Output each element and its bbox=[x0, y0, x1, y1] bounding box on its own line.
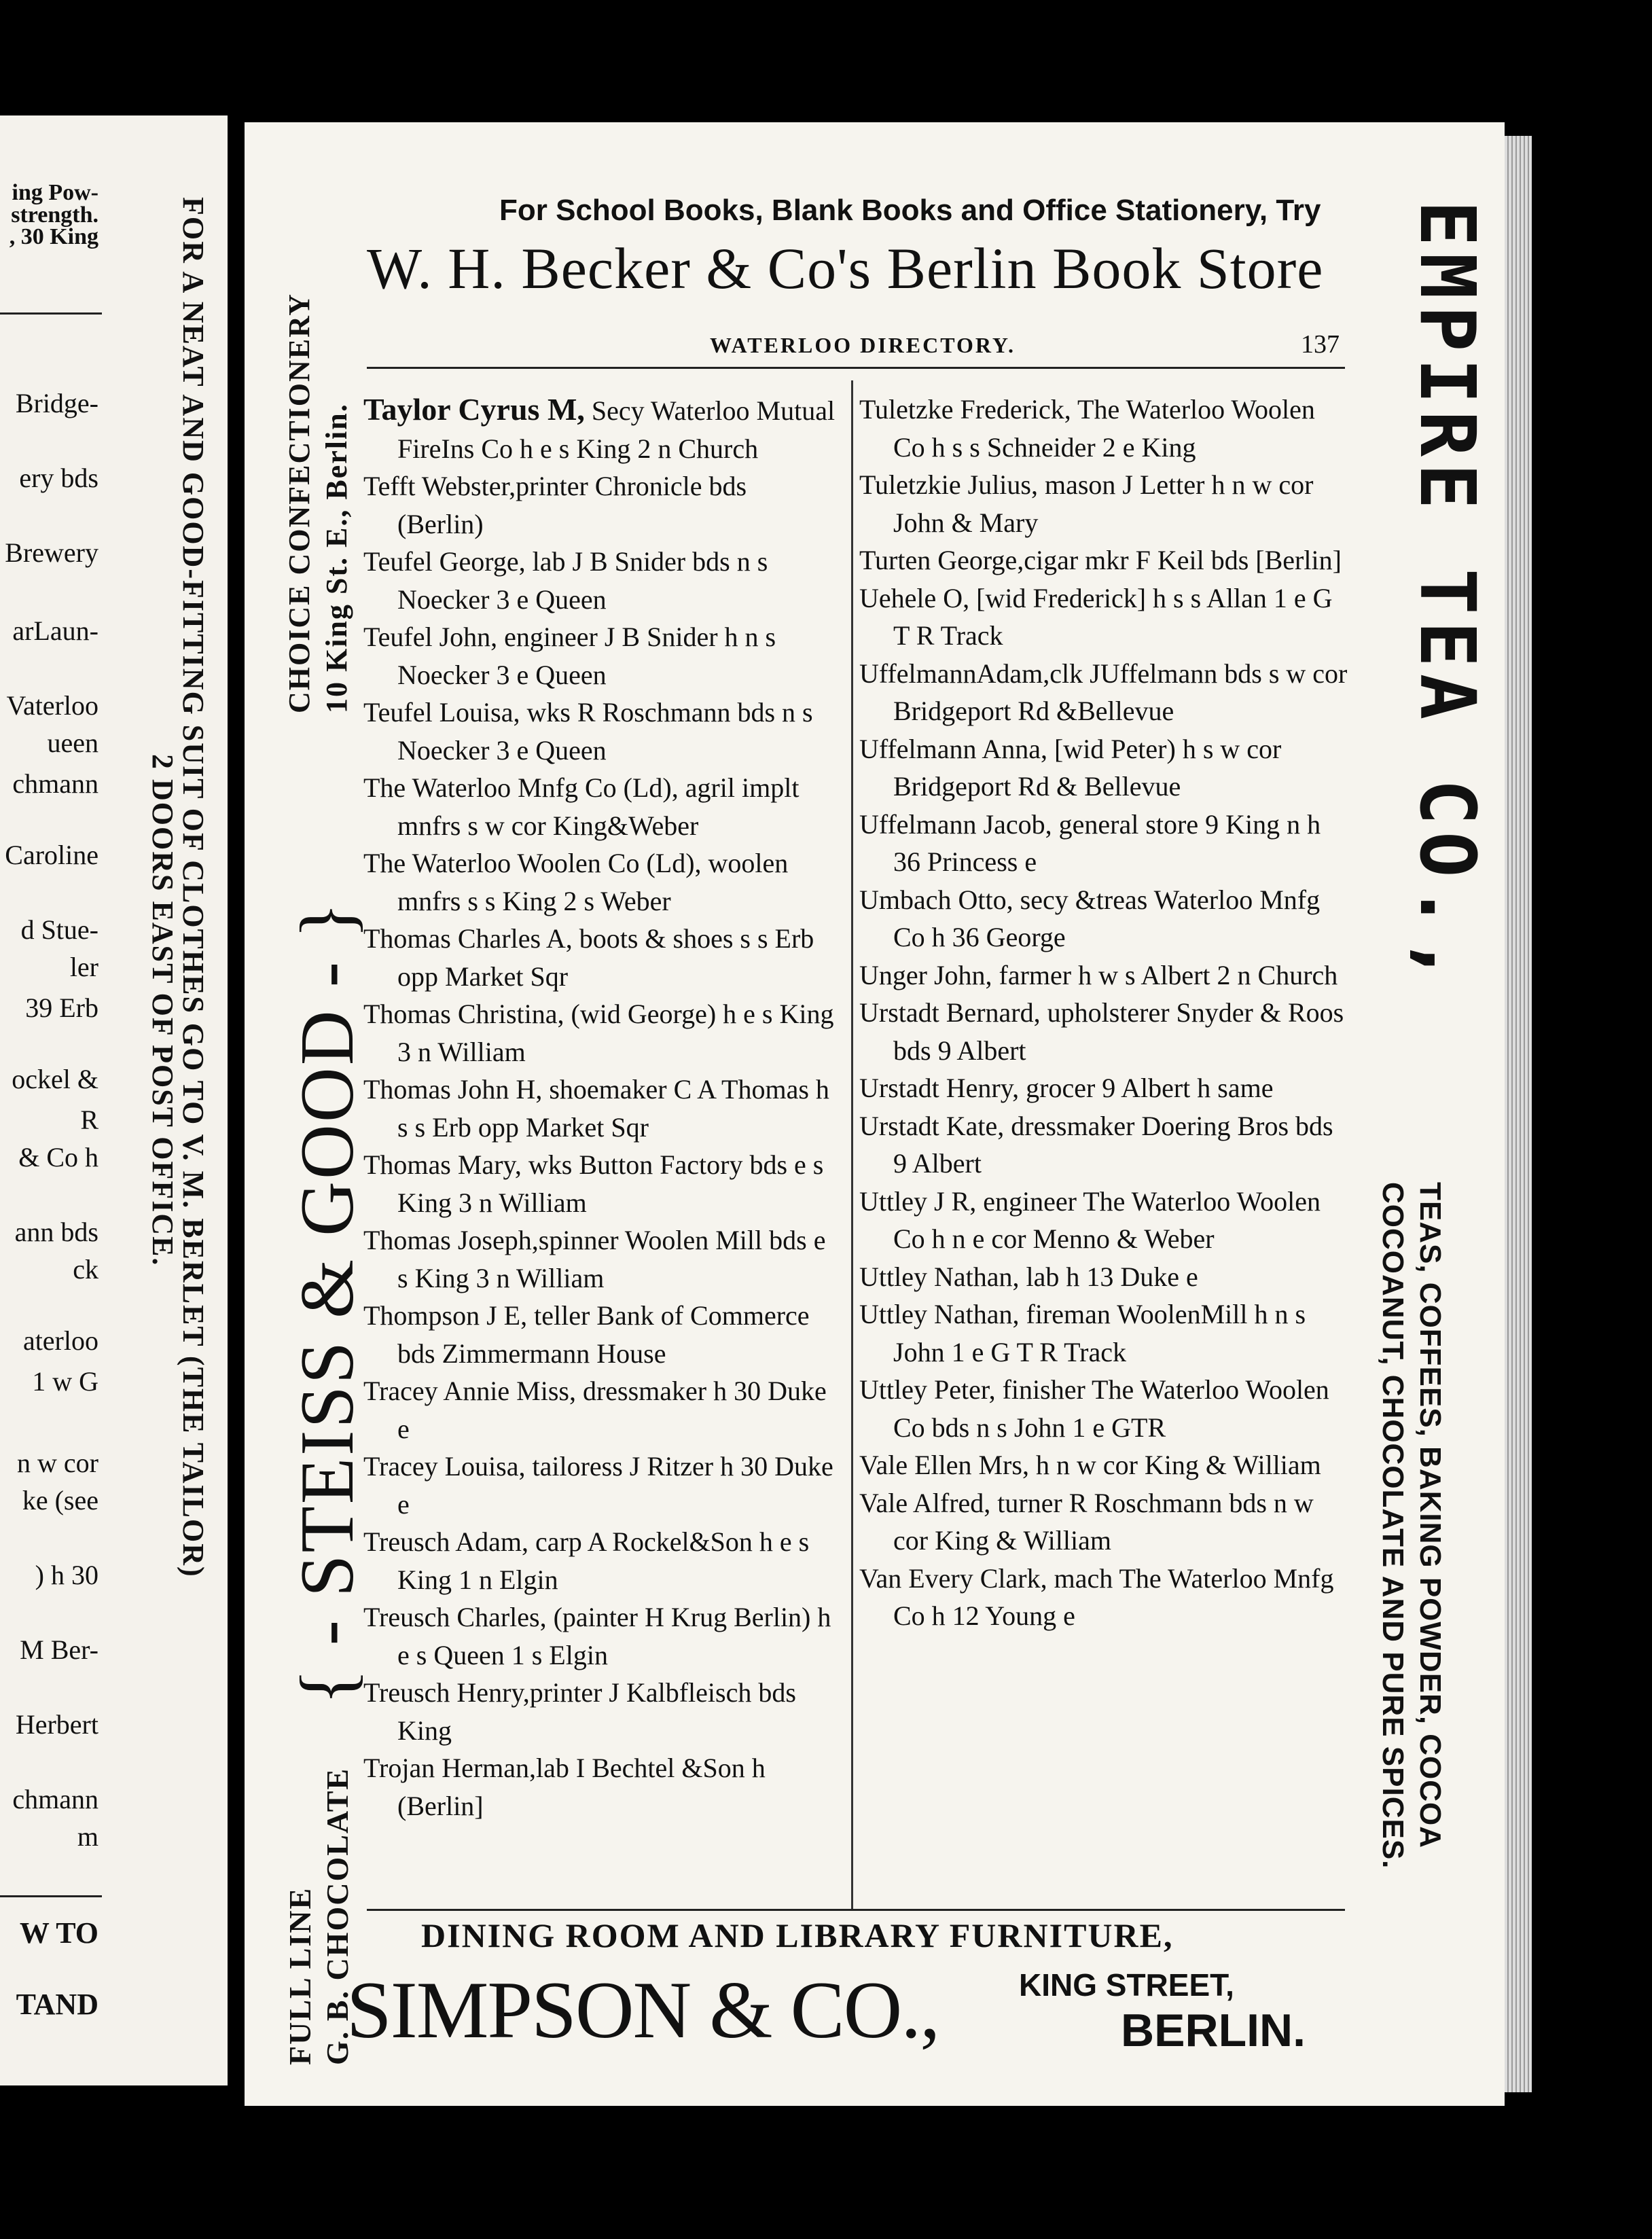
entry-details: h n w cor King & William bbox=[1028, 1450, 1321, 1480]
entry-name: Uttley J R, bbox=[859, 1185, 977, 1217]
entry-details: tailoress J Ritzer h 30 Duke e bbox=[397, 1451, 833, 1520]
furniture-ad-line1: DINING ROOM AND LIBRARY FURNITURE, bbox=[421, 1916, 1174, 1954]
header-rule bbox=[367, 367, 1345, 369]
directory-entry bbox=[363, 694, 839, 769]
entry-details: grocer 9 Albert h same bbox=[1019, 1073, 1274, 1103]
left-fragment: ler bbox=[69, 952, 98, 982]
entry-name: Tuletzkie Julius, bbox=[859, 469, 1038, 500]
directory-entry bbox=[363, 391, 839, 467]
entry-name: Teufel George, bbox=[363, 546, 526, 577]
directory-entry bbox=[363, 1221, 839, 1297]
entry-name: Urstadt Henry, bbox=[859, 1073, 1020, 1103]
directory-entry bbox=[859, 1107, 1348, 1183]
entry-name: Uttley Peter, bbox=[859, 1374, 996, 1405]
simpson-name: SIMPSON & CO., bbox=[346, 1965, 939, 2055]
entry-name: Uffelmann Anna, bbox=[859, 733, 1047, 764]
simpson-street: KING STREET, bbox=[1019, 1967, 1234, 2003]
left-fragment: chmann bbox=[12, 768, 98, 799]
entry-name: The Waterloo Woolen Co (Ld), bbox=[363, 848, 702, 878]
entry-details: carp A Rockel&Son h e s King 1 n Elgin bbox=[397, 1526, 810, 1595]
entry-details: shoemaker C A Thomas h s s Erb opp Market Sqr bbox=[397, 1074, 829, 1143]
entry-details: wks Button Factory bds e s King 3 n William bbox=[397, 1149, 824, 1218]
directory-entry bbox=[859, 1446, 1348, 1484]
entry-name: Tracey Louisa, bbox=[363, 1451, 526, 1482]
entry-details: finisher The Waterloo Woolen Co bds n s John 1 e GTR bbox=[893, 1374, 1329, 1443]
directory-entry bbox=[363, 1071, 839, 1146]
entry-name: Urstadt Bernard, bbox=[859, 997, 1041, 1028]
directory-entry bbox=[859, 1258, 1348, 1296]
entry-name: Taylor Cyrus M, bbox=[363, 392, 585, 427]
directory-entry bbox=[859, 881, 1348, 956]
directory-entry bbox=[859, 956, 1348, 995]
empire-tea-line2: COCOANUT, CHOCOLATE AND PURE SPICES. bbox=[1376, 1182, 1409, 1869]
confectionery-line1: CHOICE CONFECTIONERY bbox=[283, 292, 316, 713]
directory-entry bbox=[859, 1069, 1348, 1107]
directory-entry bbox=[859, 1295, 1348, 1371]
left-fragment: , 30 King bbox=[9, 224, 98, 249]
bookstore-ad-line2: W. H. Becker & Co's Berlin Book Store bbox=[367, 236, 1324, 301]
entry-details: general store 9 King n h 36 Princess e bbox=[893, 808, 1321, 877]
left-fragment: & Co h bbox=[18, 1142, 98, 1172]
directory-entry bbox=[859, 579, 1348, 655]
entry-details: boots & shoes s s Erb opp Market Sqr bbox=[397, 923, 814, 992]
left-fragment: arLaun- bbox=[12, 615, 98, 646]
entry-details: dressmaker h 30 Duke e bbox=[397, 1376, 827, 1444]
directory-entry bbox=[363, 1598, 839, 1674]
tailor-ad-text: FOR A NEAT AND GOOD-FITTING SUIT OF CLOTHES GO TO V. M. BERLET (THE TAILOR) bbox=[177, 197, 210, 1578]
left-fragment: 39 Erb bbox=[25, 992, 98, 1023]
directory-entry bbox=[859, 391, 1348, 466]
left-fragment: ) h 30 bbox=[35, 1560, 98, 1590]
page-number: 137 bbox=[1301, 330, 1340, 359]
entry-details: printer J Kalbfleisch bds King bbox=[397, 1677, 796, 1746]
entry-name: Urstadt Kate, bbox=[859, 1110, 1005, 1141]
directory-entry bbox=[363, 467, 839, 543]
entry-details: [wid Frederick] h s s Allan 1 e G T R Track bbox=[893, 582, 1333, 651]
directory-entry bbox=[859, 994, 1348, 1069]
left-fragment: d Stue- bbox=[20, 914, 98, 945]
entry-name: Vale Alfred, bbox=[859, 1487, 991, 1518]
entry-details: fireman WoolenMill h n s John 1 e G T R Track bbox=[893, 1299, 1306, 1367]
directory-entry bbox=[859, 1484, 1348, 1560]
simpson-city: BERLIN. bbox=[1121, 2005, 1306, 2056]
chocolate-line1: FULL LINE bbox=[283, 1886, 317, 2065]
entry-name: Turten George, bbox=[859, 545, 1024, 575]
directory-entry bbox=[363, 844, 839, 920]
directory-entry bbox=[859, 1183, 1348, 1258]
entry-details: spinner Woolen Mill bds e s King 3 n William bbox=[397, 1225, 826, 1293]
left-fragment: aterloo bbox=[22, 1325, 98, 1356]
entry-details: wks R Roschmann bds n s Noecker 3 e Queen bbox=[397, 697, 813, 766]
entry-details: [wid Peter) h s w cor Bridgeport Rd & Bellevue bbox=[893, 733, 1282, 802]
directory-column-right bbox=[859, 391, 1348, 1635]
directory-entry bbox=[859, 1371, 1348, 1446]
left-fragment: n w cor bbox=[17, 1448, 98, 1478]
directory-entry bbox=[363, 1523, 839, 1598]
left-vertical-ad bbox=[139, 197, 214, 2045]
directory-entry bbox=[363, 995, 839, 1071]
directory-entry bbox=[363, 543, 839, 618]
directory-entry bbox=[363, 1297, 839, 1372]
left-rule bbox=[0, 1895, 102, 1897]
directory-entry bbox=[363, 1674, 839, 1749]
directory-entry bbox=[859, 730, 1348, 806]
left-fragment: Herbert bbox=[15, 1709, 98, 1740]
page-edge bbox=[1505, 136, 1532, 2092]
bookstore-ad-line1: For School Books, Blank Books and Office Stationery, Try bbox=[499, 194, 1321, 227]
left-fragment: ann bds bbox=[14, 1217, 98, 1247]
entry-details: farmer h w s Albert 2 n Church bbox=[992, 959, 1338, 990]
directory-entry bbox=[859, 806, 1348, 881]
entry-name: Thomas John H, bbox=[363, 1074, 543, 1105]
entry-name: Uttley Nathan, bbox=[859, 1261, 1020, 1292]
entry-name: The Waterloo Mnfg Co (Ld), bbox=[363, 772, 679, 803]
entry-details: printer Chronicle bds (Berlin) bbox=[397, 471, 747, 539]
entry-details: turner R Roschmann bds n w cor King & William bbox=[893, 1487, 1314, 1556]
entry-name: UffelmannAdam, bbox=[859, 658, 1050, 689]
entry-name: Umbach Otto, bbox=[859, 884, 1013, 915]
entry-details: mach The Waterloo Mnfg Co h 12 Young e bbox=[893, 1562, 1334, 1631]
running-title: WATERLOO DIRECTORY. bbox=[710, 333, 1016, 357]
entry-details: upholsterer Snyder & Roos bds 9 Albert bbox=[893, 997, 1344, 1066]
directory-entry bbox=[363, 1749, 839, 1825]
entry-details: engineer The Waterloo Woolen Co h n e cor Menno & Weber bbox=[893, 1185, 1321, 1254]
left-fragment: ke (see bbox=[22, 1485, 98, 1516]
entry-name: Vale Ellen Mrs, bbox=[859, 1450, 1029, 1480]
entry-details: secy &treas Waterloo Mnfg Co h 36 George bbox=[893, 884, 1321, 952]
steiss-good-name: { - STEISS & GOOD - } bbox=[285, 900, 370, 1705]
column-divider bbox=[851, 380, 853, 1909]
left-margin-ad bbox=[272, 197, 370, 2092]
tailor-ad-address: 2 DOORS EAST OF POST OFFICE. bbox=[146, 754, 179, 1267]
chocolate-line2: G. B. CHOCOLATE bbox=[320, 1767, 355, 2065]
entry-name: Van Every Clark, bbox=[859, 1562, 1047, 1594]
entry-name: Teufel Louisa, bbox=[363, 697, 520, 728]
entry-name: Treusch Charles, bbox=[363, 1602, 547, 1632]
entry-details: agril implt mnfrs s w cor King&Weber bbox=[397, 772, 800, 841]
left-fragment: Vaterloo bbox=[6, 690, 98, 721]
left-fragment: m bbox=[77, 1821, 98, 1852]
entry-name: Uttley Nathan, bbox=[859, 1299, 1020, 1329]
entry-details: lab J B Snider bds n s Noecker 3 e Queen bbox=[397, 546, 768, 615]
entry-name: Tuletzke Frederick, bbox=[859, 394, 1071, 425]
entry-name: Uehele O, bbox=[859, 582, 970, 613]
entry-name: Thomas Christina, bbox=[363, 999, 564, 1029]
entry-details: cigar mkr F Keil bds [Berlin] bbox=[1024, 545, 1342, 575]
directory-entry bbox=[363, 618, 839, 694]
entry-details: (wid George) h e s King 3 n William bbox=[397, 999, 834, 1067]
empire-tea-line1: TEAS, COFFEES, BAKING POWDER, COCOA bbox=[1414, 1182, 1447, 1849]
entry-name: Trojan Herman, bbox=[363, 1753, 537, 1783]
entry-details: mason J Letter h n w cor John & Mary bbox=[893, 469, 1314, 538]
directory-entry bbox=[859, 1560, 1348, 1635]
footer-rule bbox=[367, 1909, 1345, 1911]
entry-name: Teufel John, bbox=[363, 622, 498, 652]
entry-name: Tefft Webster, bbox=[363, 471, 516, 501]
empire-tea-name: EMPIRE TEA CO., bbox=[1403, 200, 1491, 990]
left-fragment: ing Pow- bbox=[12, 180, 98, 205]
entry-name: Uffelmann Jacob, bbox=[859, 808, 1052, 840]
right-margin-ad bbox=[1365, 197, 1501, 2092]
entry-name: Thomas Mary, bbox=[363, 1149, 522, 1180]
directory-entry bbox=[859, 466, 1348, 541]
entry-name: Tracey Annie Miss, bbox=[363, 1376, 576, 1406]
entry-name: Thompson J E, bbox=[363, 1300, 528, 1331]
entry-name: Treusch Adam, bbox=[363, 1526, 528, 1557]
left-fragment: Brewery bbox=[5, 537, 98, 568]
directory-entry bbox=[363, 920, 839, 995]
entry-details: Secy Waterloo Mutual FireIns Co h e s King 2 n Church bbox=[397, 395, 836, 464]
left-fragment: ockel & bbox=[12, 1064, 98, 1094]
directory-entry bbox=[363, 1146, 839, 1221]
left-fragment: ueen bbox=[47, 728, 98, 758]
entry-name: Unger John, bbox=[859, 959, 992, 990]
entry-name: Thomas Charles A, bbox=[363, 923, 573, 954]
left-fragment: Bridge- bbox=[15, 388, 98, 418]
entry-details: teller Bank of Commerce bds Zimmermann House bbox=[397, 1300, 810, 1369]
left-fragment: Caroline bbox=[5, 840, 98, 870]
directory-column-left bbox=[363, 391, 839, 1825]
directory-entry bbox=[363, 1448, 839, 1523]
entry-name: Thomas Joseph, bbox=[363, 1225, 539, 1255]
left-rule bbox=[0, 312, 102, 315]
left-fragment: R bbox=[80, 1105, 98, 1135]
entry-details: (painter H Krug Berlin) h e s Queen 1 s Elgin bbox=[397, 1602, 831, 1670]
entry-details: engineer J B Snider h n s Noecker 3 e Queen bbox=[397, 622, 776, 690]
directory-entry bbox=[859, 541, 1348, 579]
directory-entry bbox=[859, 655, 1348, 730]
entry-details: woolen mnfrs s s King 2 s Weber bbox=[397, 848, 789, 916]
left-fragment: ck bbox=[73, 1254, 98, 1285]
entry-details: lab h 13 Duke e bbox=[1019, 1261, 1198, 1292]
entry-details: lab I Bechtel &Son h (Berlin] bbox=[397, 1753, 766, 1821]
left-fragment: chmann bbox=[12, 1784, 98, 1814]
confectionery-line2: 10 King St. E., Berlin. bbox=[320, 403, 353, 713]
left-fragment: TAND bbox=[16, 1988, 98, 2021]
left-fragment: 1 w G bbox=[32, 1366, 98, 1397]
entry-name: Treusch Henry, bbox=[363, 1677, 530, 1708]
entry-details: clk JUffelmann bds s w cor Bridgeport Rd &Bellevue bbox=[893, 658, 1348, 726]
left-fragment: W TO bbox=[19, 1916, 98, 1950]
left-fragment: strength. bbox=[11, 202, 98, 228]
left-fragment: M Ber- bbox=[20, 1634, 98, 1665]
entry-details: The Waterloo Woolen Co h s s Schneider 2 e King bbox=[893, 394, 1315, 463]
entry-details: dressmaker Doering Bros bds 9 Albert bbox=[893, 1110, 1333, 1179]
directory-entry bbox=[363, 769, 839, 844]
directory-entry bbox=[363, 1372, 839, 1448]
left-fragment: ery bds bbox=[19, 463, 98, 493]
